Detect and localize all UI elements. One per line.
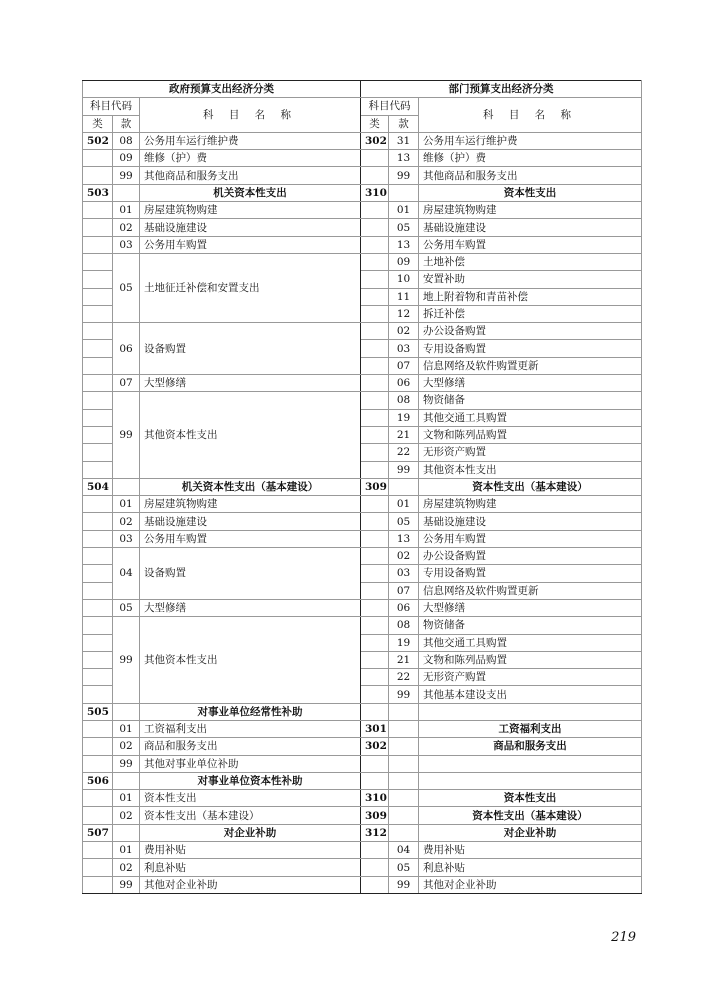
left-item-code: 03 xyxy=(113,236,140,253)
left-class-code xyxy=(83,755,113,772)
left-item-code: 02 xyxy=(113,807,140,824)
right-item-code: 11 xyxy=(389,288,419,305)
right-class-code xyxy=(361,392,389,409)
table-row xyxy=(83,859,642,876)
table-row xyxy=(83,530,642,547)
right-class-name: 资本性支出（基本建设） xyxy=(419,807,642,824)
left-class-name: 对企业补助 xyxy=(140,824,361,841)
right-item-name: 公务用车购置 xyxy=(419,530,642,547)
right-item-code: 03 xyxy=(389,565,419,582)
right-item-code xyxy=(389,772,419,789)
right-item-name xyxy=(419,703,642,720)
left-item-name: 资本性支出（基本建设） xyxy=(140,807,361,824)
left-class-code: 507 xyxy=(83,824,113,841)
left-item-code: 99 xyxy=(113,876,140,893)
table-row xyxy=(83,219,642,236)
right-class-code xyxy=(361,599,389,616)
left-item-name: 其他商品和服务支出 xyxy=(140,167,361,184)
right-class-code xyxy=(361,375,389,392)
left-item-name: 工资福利支出 xyxy=(140,720,361,737)
left-class-code xyxy=(83,513,113,530)
left-item-name: 公务用车购置 xyxy=(140,530,361,547)
right-item-name: 其他对企业补助 xyxy=(419,876,642,893)
left-class-code xyxy=(83,807,113,824)
left-class-name: 对事业单位经常性补助 xyxy=(140,703,361,720)
table-row xyxy=(83,772,642,789)
left-class-code xyxy=(83,790,113,807)
left-class-code xyxy=(83,375,113,392)
left-item-name: 商品和服务支出 xyxy=(140,738,361,755)
table-row xyxy=(83,132,642,149)
right-item-name xyxy=(419,772,642,789)
left-item-name: 其他资本性支出 xyxy=(140,392,361,478)
left-class-code xyxy=(83,444,113,461)
left-item-name: 利息补贴 xyxy=(140,859,361,876)
left-item-name: 大型修缮 xyxy=(140,375,361,392)
right-class-code xyxy=(361,703,389,720)
left-item-code: 99 xyxy=(113,617,140,703)
left-item-name: 公务用车购置 xyxy=(140,236,361,253)
right-name-label: 科 目 名 称 xyxy=(419,98,642,133)
right-class-code xyxy=(361,167,389,184)
right-class-code xyxy=(361,842,389,859)
left-item-code: 05 xyxy=(113,599,140,616)
right-item-code xyxy=(389,478,419,495)
right-class-code: 310 xyxy=(361,790,389,807)
table-row xyxy=(83,478,642,495)
right-class-code: 310 xyxy=(361,184,389,201)
right-item-code: 04 xyxy=(389,842,419,859)
right-item-code: 07 xyxy=(389,582,419,599)
left-item-code: 99 xyxy=(113,392,140,478)
right-item-name: 拆迁补偿 xyxy=(419,305,642,322)
right-class-code xyxy=(361,859,389,876)
table-row xyxy=(83,738,642,755)
right-item-name: 无形资产购置 xyxy=(419,444,642,461)
right-class-code xyxy=(361,236,389,253)
table-row xyxy=(83,496,642,513)
left-item-code: 99 xyxy=(113,755,140,772)
right-item-name: 公务用车运行维护费 xyxy=(419,132,642,149)
right-class-code xyxy=(361,219,389,236)
left-class-code: 506 xyxy=(83,772,113,789)
right-class-name: 对企业补助 xyxy=(419,824,642,841)
right-code-label: 科目代码 xyxy=(361,98,419,115)
left-item-code: 02 xyxy=(113,513,140,530)
table-row xyxy=(83,150,642,167)
left-item-name: 资本性支出 xyxy=(140,790,361,807)
left-class-code xyxy=(83,669,113,686)
right-item-code: 10 xyxy=(389,271,419,288)
left-item-name: 大型修缮 xyxy=(140,599,361,616)
table-row xyxy=(83,720,642,737)
table-row xyxy=(83,548,642,565)
table-body xyxy=(83,132,642,893)
right-class-code xyxy=(361,686,389,703)
right-class-code xyxy=(361,513,389,530)
left-class-code xyxy=(83,461,113,478)
table-row xyxy=(83,842,642,859)
left-item-code: 02 xyxy=(113,859,140,876)
left-class-code xyxy=(83,409,113,426)
right-item-code: 19 xyxy=(389,634,419,651)
right-item-code: 13 xyxy=(389,530,419,547)
right-class-code: 301 xyxy=(361,720,389,737)
right-item-code: 22 xyxy=(389,669,419,686)
table-row xyxy=(83,824,642,841)
right-item-code xyxy=(389,807,419,824)
right-class-code xyxy=(361,876,389,893)
table-row xyxy=(83,513,642,530)
table-row xyxy=(83,807,642,824)
right-item-name: 文物和陈列品购置 xyxy=(419,651,642,668)
left-item-code: 01 xyxy=(113,720,140,737)
right-item-name: 基础设施建设 xyxy=(419,513,642,530)
table-row xyxy=(83,876,642,893)
right-item-code: 99 xyxy=(389,686,419,703)
left-class-code xyxy=(83,392,113,409)
left-item-name: 其他对企业补助 xyxy=(140,876,361,893)
right-class-code xyxy=(361,409,389,426)
left-class-name: 机关资本性支出 xyxy=(140,184,361,201)
left-item-name: 设备购置 xyxy=(140,548,361,600)
right-item-name: 文物和陈列品购置 xyxy=(419,426,642,443)
page-number: 219 xyxy=(611,930,636,945)
left-class-code xyxy=(83,720,113,737)
right-item-name: 物资储备 xyxy=(419,392,642,409)
left-item-name: 房屋建筑物购建 xyxy=(140,496,361,513)
right-item-code: 08 xyxy=(389,392,419,409)
right-class-code xyxy=(361,565,389,582)
right-class-code xyxy=(361,530,389,547)
right-item-name xyxy=(419,755,642,772)
right-item-code: 05 xyxy=(389,859,419,876)
table-row xyxy=(83,184,642,201)
right-class-code xyxy=(361,651,389,668)
right-class-code xyxy=(361,582,389,599)
right-item-name: 费用补贴 xyxy=(419,842,642,859)
right-class-code xyxy=(361,271,389,288)
left-item-name: 土地征迁补偿和安置支出 xyxy=(140,253,361,322)
left-item-code: 08 xyxy=(113,132,140,149)
right-item-code: 12 xyxy=(389,305,419,322)
right-item-name: 办公设备购置 xyxy=(419,323,642,340)
left-class-code xyxy=(83,876,113,893)
table-row xyxy=(83,755,642,772)
left-class-code xyxy=(83,305,113,322)
left-class-code xyxy=(83,651,113,668)
left-class-code xyxy=(83,617,113,634)
right-item-code xyxy=(389,738,419,755)
right-item-name: 大型修缮 xyxy=(419,599,642,616)
right-class-code xyxy=(361,444,389,461)
right-item-name: 基础设施建设 xyxy=(419,219,642,236)
right-class-code xyxy=(361,288,389,305)
right-item-name: 信息网络及软件购置更新 xyxy=(419,357,642,374)
left-item-code xyxy=(113,478,140,495)
left-item-code xyxy=(113,772,140,789)
table-row xyxy=(83,617,642,634)
right-item-name: 地上附着物和青苗补偿 xyxy=(419,288,642,305)
right-item-name: 房屋建筑物购建 xyxy=(419,202,642,219)
table-row xyxy=(83,375,642,392)
right-item-name: 专用设备购置 xyxy=(419,340,642,357)
left-item-name: 其他对事业单位补助 xyxy=(140,755,361,772)
table-row xyxy=(83,599,642,616)
table-row xyxy=(83,323,642,340)
right-item-name: 办公设备购置 xyxy=(419,548,642,565)
table-row xyxy=(83,790,642,807)
right-item-name: 其他资本性支出 xyxy=(419,461,642,478)
right-class-code xyxy=(361,340,389,357)
table-row xyxy=(83,167,642,184)
left-class-code xyxy=(83,340,113,357)
left-class-code xyxy=(83,634,113,651)
left-item-name: 公务用车运行维护费 xyxy=(140,132,361,149)
right-class-code xyxy=(361,755,389,772)
right-item-code: 08 xyxy=(389,617,419,634)
right-item-name: 公务用车购置 xyxy=(419,236,642,253)
right-item-name: 安置补助 xyxy=(419,271,642,288)
left-item-label: 款 xyxy=(113,115,140,132)
left-item-code: 01 xyxy=(113,842,140,859)
left-class-code xyxy=(83,236,113,253)
left-item-name: 费用补贴 xyxy=(140,842,361,859)
left-class-code xyxy=(83,150,113,167)
right-class-name: 工资福利支出 xyxy=(419,720,642,737)
right-item-name: 房屋建筑物购建 xyxy=(419,496,642,513)
right-item-name: 维修（护）费 xyxy=(419,150,642,167)
left-class-code xyxy=(83,686,113,703)
left-item-code: 07 xyxy=(113,375,140,392)
right-class-code xyxy=(361,548,389,565)
left-class-code xyxy=(83,202,113,219)
left-class-code xyxy=(83,357,113,374)
right-class-code xyxy=(361,202,389,219)
right-item-code xyxy=(389,755,419,772)
right-item-code: 03 xyxy=(389,340,419,357)
left-item-name: 维修（护）费 xyxy=(140,150,361,167)
left-item-code xyxy=(113,703,140,720)
left-item-code: 05 xyxy=(113,253,140,322)
table-row xyxy=(83,253,642,270)
right-section-title: 部门预算支出经济分类 xyxy=(361,81,642,98)
left-class-code xyxy=(83,426,113,443)
left-name-label: 科 目 名 称 xyxy=(140,98,361,133)
left-class-code xyxy=(83,271,113,288)
left-class-label: 类 xyxy=(83,115,113,132)
right-item-name: 专用设备购置 xyxy=(419,565,642,582)
left-class-code xyxy=(83,288,113,305)
left-item-code: 04 xyxy=(113,548,140,600)
right-class-code xyxy=(361,253,389,270)
left-item-name: 基础设施建设 xyxy=(140,219,361,236)
right-class-label: 类 xyxy=(361,115,389,132)
right-item-name: 大型修缮 xyxy=(419,375,642,392)
right-item-name: 利息补贴 xyxy=(419,859,642,876)
left-item-code: 09 xyxy=(113,150,140,167)
left-item-name: 基础设施建设 xyxy=(140,513,361,530)
right-class-code xyxy=(361,772,389,789)
left-class-code: 504 xyxy=(83,478,113,495)
left-item-code: 01 xyxy=(113,790,140,807)
left-class-code xyxy=(83,565,113,582)
right-class-code xyxy=(361,669,389,686)
right-class-name: 商品和服务支出 xyxy=(419,738,642,755)
right-class-code xyxy=(361,357,389,374)
right-item-code: 13 xyxy=(389,150,419,167)
left-item-name: 设备购置 xyxy=(140,323,361,375)
right-item-code: 05 xyxy=(389,513,419,530)
right-item-name: 其他交通工具购置 xyxy=(419,634,642,651)
right-item-code xyxy=(389,824,419,841)
left-class-code xyxy=(83,738,113,755)
left-class-code: 503 xyxy=(83,184,113,201)
right-item-name: 无形资产购置 xyxy=(419,669,642,686)
table-row xyxy=(83,202,642,219)
left-class-code xyxy=(83,548,113,565)
left-item-code: 01 xyxy=(113,202,140,219)
left-class-name: 机关资本性支出（基本建设） xyxy=(140,478,361,495)
left-item-name: 房屋建筑物购建 xyxy=(140,202,361,219)
right-class-name: 资本性支出 xyxy=(419,184,642,201)
right-item-code: 06 xyxy=(389,375,419,392)
left-class-code xyxy=(83,530,113,547)
left-class-code xyxy=(83,496,113,513)
left-class-code xyxy=(83,859,113,876)
left-class-code xyxy=(83,253,113,270)
right-class-code xyxy=(361,617,389,634)
right-item-code xyxy=(389,790,419,807)
right-item-name: 信息网络及软件购置更新 xyxy=(419,582,642,599)
right-item-code: 99 xyxy=(389,461,419,478)
right-item-name: 其他交通工具购置 xyxy=(419,409,642,426)
left-class-code xyxy=(83,599,113,616)
right-class-code: 309 xyxy=(361,478,389,495)
right-item-code xyxy=(389,703,419,720)
right-item-code: 21 xyxy=(389,651,419,668)
left-class-code: 502 xyxy=(83,132,113,149)
left-class-code xyxy=(83,323,113,340)
budget-classification-table xyxy=(82,80,642,894)
right-class-code xyxy=(361,426,389,443)
left-class-code xyxy=(83,582,113,599)
right-item-code: 06 xyxy=(389,599,419,616)
right-item-code: 07 xyxy=(389,357,419,374)
table-row xyxy=(83,392,642,409)
right-item-code xyxy=(389,720,419,737)
left-item-code xyxy=(113,824,140,841)
left-section-title: 政府预算支出经济分类 xyxy=(83,81,361,98)
left-item-code: 02 xyxy=(113,219,140,236)
left-item-name: 其他资本性支出 xyxy=(140,617,361,703)
right-item-code: 19 xyxy=(389,409,419,426)
right-item-code: 21 xyxy=(389,426,419,443)
right-class-code xyxy=(361,305,389,322)
right-item-name: 物资储备 xyxy=(419,617,642,634)
right-class-name: 资本性支出 xyxy=(419,790,642,807)
right-class-code xyxy=(361,634,389,651)
right-item-name: 其他基本建设支出 xyxy=(419,686,642,703)
right-item-name: 其他商品和服务支出 xyxy=(419,167,642,184)
left-item-code xyxy=(113,184,140,201)
left-class-code xyxy=(83,219,113,236)
right-class-code xyxy=(361,323,389,340)
right-item-code: 13 xyxy=(389,236,419,253)
left-item-code: 06 xyxy=(113,323,140,375)
right-class-code: 312 xyxy=(361,824,389,841)
right-item-code xyxy=(389,184,419,201)
left-class-code xyxy=(83,842,113,859)
left-item-code: 99 xyxy=(113,167,140,184)
table-row xyxy=(83,236,642,253)
right-item-label: 款 xyxy=(389,115,419,132)
left-item-code: 02 xyxy=(113,738,140,755)
right-class-code xyxy=(361,461,389,478)
right-item-code: 31 xyxy=(389,132,419,149)
right-item-code: 02 xyxy=(389,323,419,340)
right-item-name: 土地补偿 xyxy=(419,253,642,270)
right-class-code xyxy=(361,150,389,167)
right-item-code: 01 xyxy=(389,496,419,513)
right-item-code: 09 xyxy=(389,253,419,270)
left-class-code: 505 xyxy=(83,703,113,720)
right-item-code: 02 xyxy=(389,548,419,565)
right-item-code: 22 xyxy=(389,444,419,461)
right-class-code xyxy=(361,496,389,513)
right-item-code: 99 xyxy=(389,876,419,893)
left-code-label: 科目代码 xyxy=(83,98,140,115)
right-class-name: 资本性支出（基本建设） xyxy=(419,478,642,495)
right-class-code: 302 xyxy=(361,132,389,149)
table-row xyxy=(83,703,642,720)
right-item-code: 99 xyxy=(389,167,419,184)
right-item-code: 05 xyxy=(389,219,419,236)
left-item-code: 03 xyxy=(113,530,140,547)
right-class-code: 302 xyxy=(361,738,389,755)
right-class-code: 309 xyxy=(361,807,389,824)
right-item-code: 01 xyxy=(389,202,419,219)
left-class-code xyxy=(83,167,113,184)
left-item-code: 01 xyxy=(113,496,140,513)
left-class-name: 对事业单位资本性补助 xyxy=(140,772,361,789)
